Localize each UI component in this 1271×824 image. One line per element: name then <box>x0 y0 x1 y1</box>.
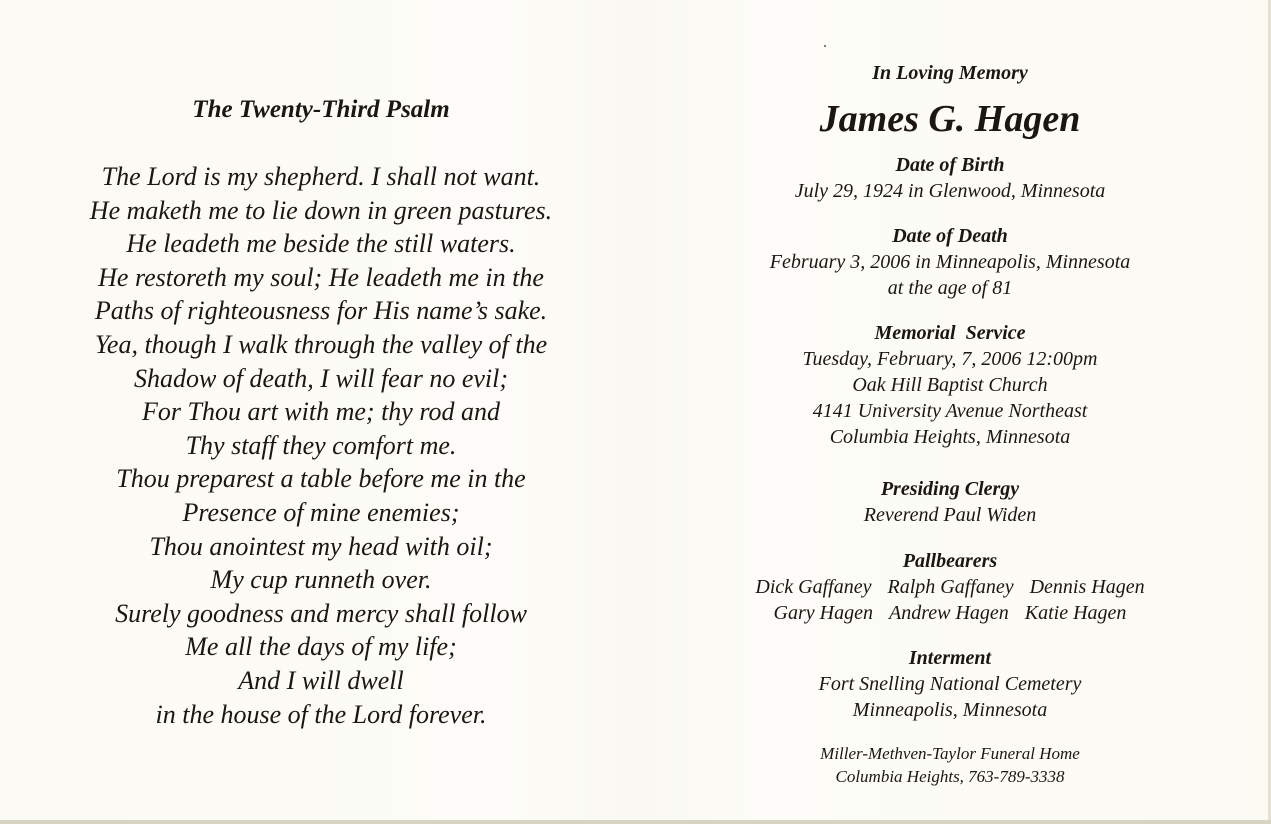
psalm-line: My cup runneth over. <box>210 565 432 595</box>
psalm-line: And I will dwell <box>238 665 404 695</box>
psalm-line: He leadeth me beside the still waters. <box>126 229 516 259</box>
service-label: Memorial Service <box>874 322 1026 344</box>
birth-section <box>700 152 1200 204</box>
death-value: February 3, 2006 in Minneapolis, Minnesota <box>769 251 1131 273</box>
clergy-section <box>700 476 1200 528</box>
psalm-line: Me all the days of my life; <box>185 632 457 662</box>
pallbearers-section <box>700 548 1200 626</box>
psalm-panel <box>20 92 622 731</box>
birth-label: Date of Birth <box>895 154 1005 176</box>
pallbearer-name: Gary Hagen <box>773 602 873 624</box>
interment-place: Fort Snelling National Cemetery <box>818 673 1082 695</box>
interment-city: Minneapolis, Minnesota <box>852 699 1048 721</box>
psalm-title: The Twenty-Third Psalm <box>192 96 450 123</box>
deceased-name: James G. Hagen <box>819 98 1081 140</box>
paper-edge-bottom <box>0 820 1271 824</box>
death-section <box>700 223 1200 301</box>
pallbearer-name: Katie Hagen <box>1024 602 1127 624</box>
psalm-line: Thou preparest a table before me in the <box>116 464 526 494</box>
pallbearer-name: Dennis Hagen <box>1029 576 1145 598</box>
interment-section <box>700 645 1200 723</box>
psalm-line: Shadow of death, I will fear no evil; <box>133 363 509 393</box>
service-section <box>700 320 1200 450</box>
in-loving-memory-heading: In Loving Memory <box>872 62 1028 84</box>
pallbearers-row <box>700 574 1200 600</box>
psalm-line: Surely goodness and mercy shall follow <box>115 598 527 628</box>
pallbearer-name: Andrew Hagen <box>888 602 1009 624</box>
clergy-name: Reverend Paul Widen <box>863 504 1037 526</box>
psalm-line: The Lord is my shepherd. I shall not want. <box>101 162 541 191</box>
pallbearer-name: Dick Gaffaney <box>755 576 872 598</box>
death-label: Date of Death <box>892 225 1008 247</box>
service-date: Tuesday, February, 7, 2006 12:00pm <box>802 348 1098 370</box>
pallbearers-label: Pallbearers <box>902 550 998 572</box>
psalm-line: Yea, though I walk through the valley of the <box>94 329 548 359</box>
paper-speck <box>824 45 826 47</box>
psalm-line: Paths of righteousness for His name’s sake. <box>94 296 548 326</box>
psalm-line: He maketh me to lie down in green pastures. <box>89 195 553 225</box>
funeral-home-contact: Columbia Heights, 763-789-3338 <box>835 767 1065 786</box>
service-city: Columbia Heights, Minnesota <box>829 426 1071 448</box>
pallbearer-name: Ralph Gaffaney <box>887 576 1014 598</box>
death-age: at the age of 81 <box>887 277 1013 299</box>
clergy-label: Presiding Clergy <box>880 478 1020 500</box>
psalm-text <box>20 160 622 731</box>
service-church: Oak Hill Baptist Church <box>852 374 1048 396</box>
psalm-line: Thy staff they comfort me. <box>185 430 457 460</box>
funeral-home <box>700 742 1200 788</box>
funeral-home-name: Miller-Methven-Taylor Funeral Home <box>820 744 1080 763</box>
psalm-line: He restoreth my soul; He leadeth me in the <box>98 262 544 292</box>
memorial-panel <box>700 58 1200 788</box>
psalm-line: For Thou art with me; thy rod and <box>142 397 500 427</box>
interment-label: Interment <box>908 647 992 669</box>
psalm-line: in the house of the Lord forever. <box>155 699 487 729</box>
service-address: 4141 University Avenue Northeast <box>812 400 1088 422</box>
pallbearers-row <box>700 600 1200 626</box>
birth-value: July 29, 1924 in Glenwood, Minnesota <box>794 180 1106 202</box>
psalm-line: Presence of mine enemies; <box>182 497 460 527</box>
psalm-line: Thou anointest my head with oil; <box>149 531 493 561</box>
